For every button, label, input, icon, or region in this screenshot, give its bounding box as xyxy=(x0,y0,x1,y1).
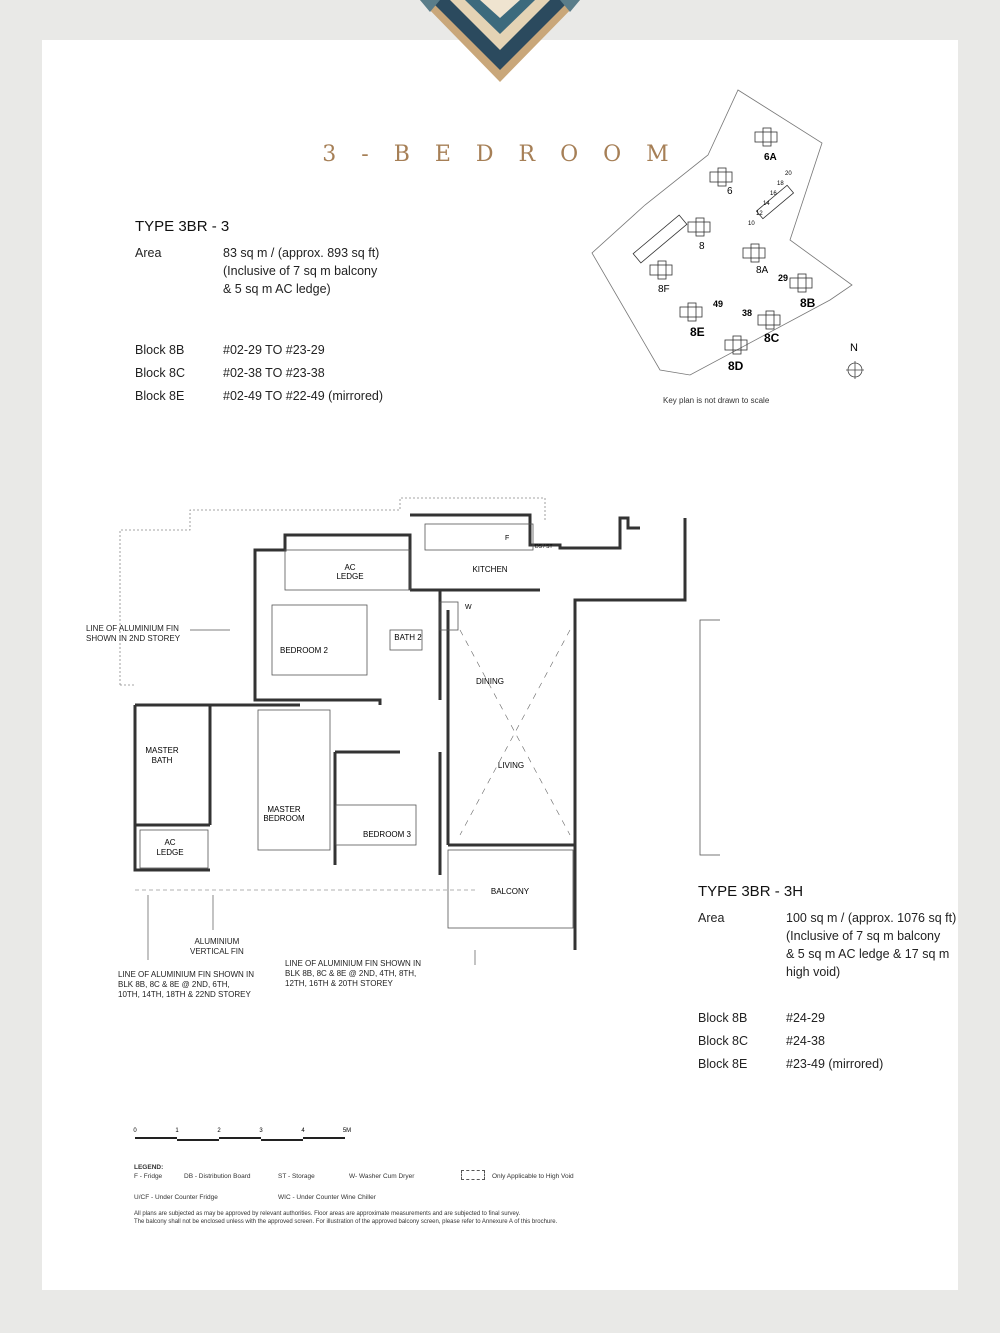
keyplan-block-label: 8D xyxy=(728,359,744,373)
keyplan-block-label: 8 xyxy=(699,241,705,252)
scale-tick-label: 0 xyxy=(133,1128,137,1134)
annotation-line: 12TH, 16TH & 20TH STOREY xyxy=(285,979,393,988)
ornament-triangle xyxy=(420,0,580,82)
keyplan-note: Key plan is not drawn to scale xyxy=(663,396,770,405)
block-name: Block 8E xyxy=(698,1057,748,1071)
north-arrow-icon xyxy=(846,361,864,379)
annotation-line: LINE OF ALUMINIUM FIN SHOWN IN xyxy=(118,970,255,979)
keyplan-block-label: 6 xyxy=(727,186,733,197)
ds-st-label: DS / ST xyxy=(535,544,553,550)
unit-a-area xyxy=(223,244,379,298)
unit-a-area-line: (Inclusive of 7 sq m balcony xyxy=(223,264,378,278)
annotation-vertical-fin xyxy=(190,937,244,957)
keyplan-unit-mark: 49 xyxy=(713,299,724,309)
block-units: #24-29 xyxy=(786,1011,825,1025)
keyplan-small-label: 10 xyxy=(748,221,755,227)
block-name: Block 8C xyxy=(698,1034,749,1048)
legend-title: LEGEND: xyxy=(134,1164,164,1171)
annotation-line: LINE OF ALUMINIUM FIN xyxy=(86,624,179,633)
unit-a-area-label: Area xyxy=(135,246,162,260)
unit-b-blocks xyxy=(698,1007,883,1076)
keyplan-block-label: 6A xyxy=(764,152,777,163)
keyplan-small-label: 12 xyxy=(756,211,763,217)
block-name: Block 8C xyxy=(135,366,186,380)
legend-row xyxy=(134,1193,854,1204)
north-label: N xyxy=(850,342,858,354)
keyplan-small-label: 18 xyxy=(777,181,784,187)
room-label-balcony: BALCONY xyxy=(490,887,530,896)
block-name: Block 8E xyxy=(135,389,185,403)
room-label-master-bedroom: MASTER xyxy=(267,805,301,814)
floor-plan xyxy=(80,490,720,1000)
unit-b-area-line: (Inclusive of 7 sq m balcony xyxy=(786,929,941,943)
annotation-line: ALUMINIUM xyxy=(194,937,240,946)
legend-item: DB - Distribution Board xyxy=(184,1173,251,1180)
keyplan-unit-mark: 38 xyxy=(742,308,753,318)
room-label-dining: DINING xyxy=(476,677,504,686)
keyplan-small-label: 16 xyxy=(770,191,777,197)
unit-a-title: TYPE 3BR - 3 xyxy=(135,218,230,235)
block-row xyxy=(698,1007,883,1030)
unit-a-area-line: & 5 sq m AC ledge) xyxy=(223,282,331,296)
key-plan xyxy=(590,85,870,415)
unit-b-area-line: high void) xyxy=(786,965,841,979)
keyplan-block-label: 8E xyxy=(690,325,705,339)
legend-row xyxy=(134,1172,854,1183)
keyplan-small-label: 14 xyxy=(763,201,770,207)
unit-b-title: TYPE 3BR - 3H xyxy=(698,883,804,900)
legend-note: The balcony shall not be enclosed unless with the approved screen. For illustration of the approved balcony screen, please refer to Annexure A of this brochure. xyxy=(134,1219,558,1225)
fridge-label: F xyxy=(505,535,510,542)
block-row xyxy=(135,362,383,385)
unit-b-area-line: & 5 sq m AC ledge & 17 sq m xyxy=(786,947,950,961)
washer-label: W xyxy=(465,604,472,611)
annotation-line: VERTICAL FIN xyxy=(190,947,244,956)
annotation-line: LINE OF ALUMINIUM FIN SHOWN IN xyxy=(285,959,422,968)
high-void-icon xyxy=(461,1170,485,1180)
room-label-ac-ledge-top: AC xyxy=(344,563,356,572)
scale-tick-label: 1 xyxy=(175,1128,179,1134)
annotation-line: 10TH, 14TH, 18TH & 22ND STOREY xyxy=(118,990,251,999)
block-units: #24-38 xyxy=(786,1034,825,1048)
annotation-line: SHOWN IN 2ND STOREY xyxy=(86,634,181,643)
keyplan-block-label: 8B xyxy=(800,296,816,310)
keyplan-unit-mark: 29 xyxy=(778,273,789,283)
room-label-bedroom3: BEDROOM 3 xyxy=(362,830,412,839)
legend-item: W- Washer Cum Dryer xyxy=(349,1173,415,1180)
unit-b-area xyxy=(786,909,956,981)
legend xyxy=(134,1163,854,1226)
annotation-fin-right xyxy=(285,959,421,989)
page-heading: 3 - B E D R O O M xyxy=(322,142,678,167)
keyplan-block-label: 8F xyxy=(658,284,670,295)
scale-tick-label: 3 xyxy=(259,1128,263,1134)
legend-item: F - Fridge xyxy=(134,1173,163,1180)
room-label-ac-ledge-bottom: AC xyxy=(164,838,176,847)
legend-item: U/CF - Under Counter Fridge xyxy=(134,1194,218,1201)
legend-item: WIC - Under Counter Wine Chiller xyxy=(278,1194,376,1201)
block-row xyxy=(135,339,383,362)
annotation-line: BLK 8B, 8C & 8E @ 2ND, 4TH, 8TH, xyxy=(285,969,417,978)
keyplan-small-label: 20 xyxy=(785,171,792,177)
legend-note: All plans are subjected as may be approved by relevant authorities. Floor areas are approximate measurements and are subjected to final survey. xyxy=(134,1211,521,1217)
room-label-master-bath: BATH xyxy=(151,756,173,765)
scale-tick-label: 4 xyxy=(301,1128,305,1134)
block-row xyxy=(698,1030,883,1053)
unit-b-area-label: Area xyxy=(698,911,725,925)
legend-item: Only Applicable to High Void xyxy=(492,1173,574,1180)
keyplan-block-label: 8A xyxy=(756,265,769,276)
room-label-ac-ledge-bottom: LEDGE xyxy=(156,848,184,857)
scale-tick-label: 2 xyxy=(217,1128,221,1134)
room-label-master-bath: MASTER xyxy=(145,746,179,755)
block-name: Block 8B xyxy=(135,343,185,357)
block-row xyxy=(698,1053,883,1076)
annotation-fin-2nd xyxy=(86,624,180,644)
block-row xyxy=(135,385,383,408)
room-label-bath2: BATH 2 xyxy=(394,633,422,642)
room-label-kitchen: KITCHEN xyxy=(472,565,508,574)
scale-bar xyxy=(130,1122,370,1152)
annotation-fin-left xyxy=(118,970,254,1000)
scale-tick-label: 5M xyxy=(342,1128,352,1134)
block-units: #02-29 TO #23-29 xyxy=(223,343,325,357)
legend-item: ST - Storage xyxy=(278,1173,315,1180)
unit-a-area-line: 83 sq m / (approx. 893 sq ft) xyxy=(223,246,380,260)
block-name: Block 8B xyxy=(698,1011,748,1025)
unit-a-blocks xyxy=(135,339,383,408)
block-units: #23-49 (mirrored) xyxy=(786,1057,884,1071)
unit-b-area-line: 100 sq m / (approx. 1076 sq ft) xyxy=(786,911,957,925)
block-units: #02-38 TO #23-38 xyxy=(223,366,325,380)
keyplan-block-label: 8C xyxy=(764,331,780,345)
annotation-line: BLK 8B, 8C & 8E @ 2ND, 6TH, xyxy=(118,980,230,989)
room-label-bedroom2: BEDROOM 2 xyxy=(279,646,329,655)
room-label-ac-ledge-top: LEDGE xyxy=(336,572,364,581)
block-units: #02-49 TO #22-49 (mirrored) xyxy=(223,389,384,403)
room-label-master-bedroom: BEDROOM xyxy=(263,814,305,823)
room-label-living: LIVING xyxy=(497,761,525,770)
